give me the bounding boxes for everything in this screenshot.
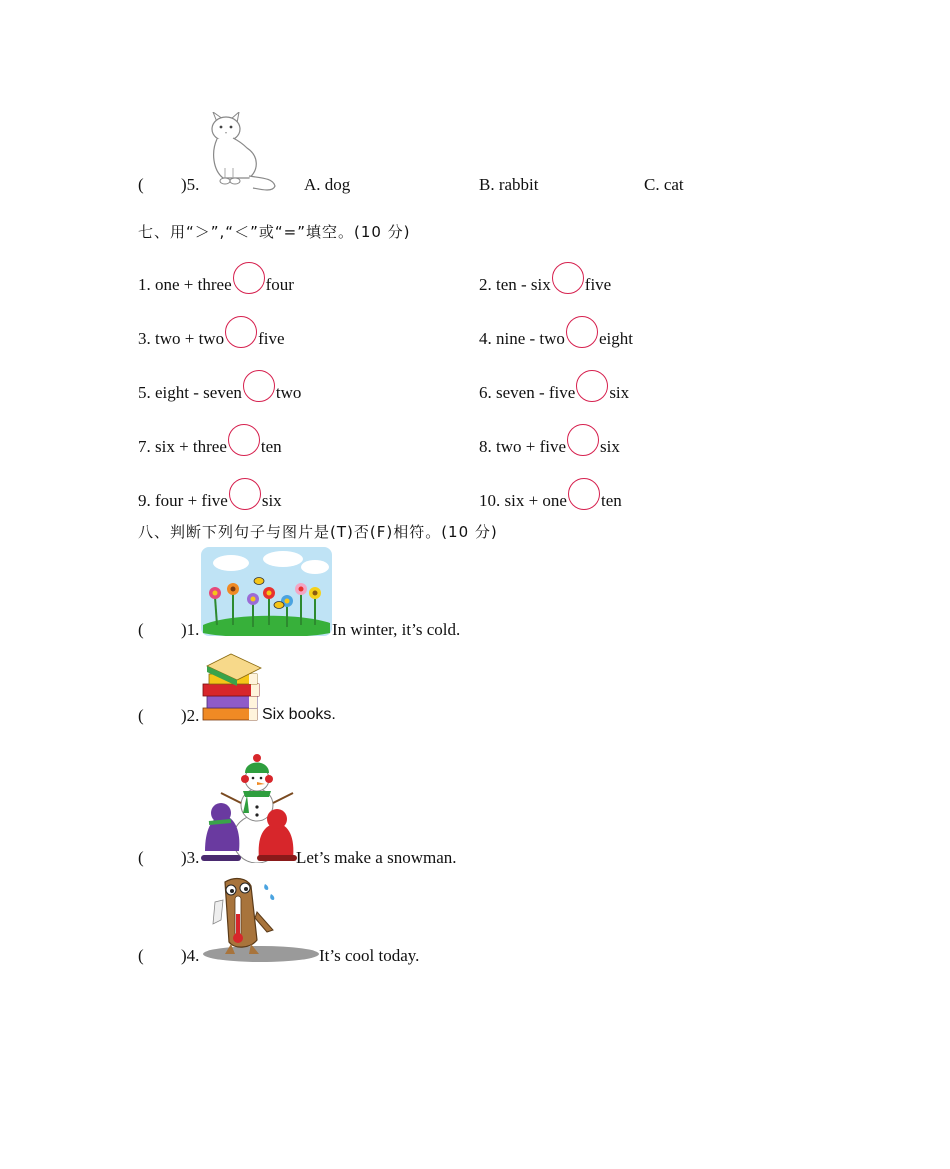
question-number: )2. [181, 706, 200, 725]
section-8-title: 八、判断下列句子与图片是(T)否(F)相符。(10 分) [138, 523, 498, 541]
expression-left: 10. six + one [479, 491, 567, 510]
white-cat-picture [203, 112, 279, 194]
flowers-garden-picture [201, 547, 332, 636]
expression-left: 3. two + two [138, 329, 225, 348]
expression-right: five [258, 329, 285, 348]
option-a: A. dog [304, 175, 351, 194]
answer-circle[interactable] [552, 262, 584, 294]
sentence: Let’s make a snowman. [296, 848, 457, 867]
expression-left: 1. one + three [138, 275, 232, 294]
comparison-item [479, 316, 633, 349]
expression-right: six [261, 491, 282, 510]
expression-left: 8. two + five [479, 437, 567, 456]
expression-left: 6. seven - five [479, 383, 576, 402]
expression-left: 7. six + three [138, 437, 227, 456]
stack-of-books-picture [201, 650, 263, 722]
answer-circle[interactable] [567, 424, 599, 456]
kids-building-snowman-picture [201, 751, 297, 863]
option-b: B. rabbit [479, 175, 539, 194]
answer-circle[interactable] [225, 316, 257, 348]
expression-right: eight [598, 329, 633, 348]
expression-right: four [265, 275, 294, 294]
expression-right: two [275, 383, 302, 402]
expression-right: six [609, 383, 630, 402]
answer-circle[interactable] [233, 262, 265, 294]
answer-paren-open: ( [138, 175, 144, 194]
question-number: )1. [181, 620, 200, 639]
expression-left: 2. ten - six [479, 275, 551, 294]
comparison-item [479, 478, 622, 511]
comparison-item [479, 262, 611, 295]
sentence: In winter, it’s cold. [332, 620, 461, 639]
expression-right: six [600, 437, 620, 456]
question-number: )3. [181, 848, 200, 867]
sweating-thermometer-picture [201, 874, 319, 964]
option-c: C. cat [644, 175, 684, 194]
expression-left: 4. nine - two [479, 329, 565, 348]
sentence: It’s cool today. [319, 946, 420, 965]
sentence: Six books. [262, 706, 336, 723]
comparison-item [479, 424, 620, 457]
expression-left: 5. eight - seven [138, 383, 242, 402]
answer-circle[interactable] [576, 370, 608, 402]
question-number: )4. [181, 946, 200, 965]
expression-right: five [584, 275, 612, 294]
answer-paren-open: ( [138, 946, 144, 965]
comparison-item [138, 262, 294, 295]
comparison-item [138, 370, 301, 403]
comparison-item [138, 424, 282, 457]
answer-paren-open: ( [138, 620, 144, 639]
comparison-item [138, 316, 285, 349]
expression-left: 9. four + five [138, 491, 228, 510]
answer-paren-open: ( [138, 848, 144, 867]
section-7-title: 七、用“＞”,“＜”或“=”填空。(10 分) [138, 223, 411, 241]
answer-circle[interactable] [229, 478, 261, 510]
question-number: )5. [181, 175, 200, 194]
expression-right: ten [600, 491, 622, 510]
expression-right: ten [260, 437, 282, 456]
answer-circle[interactable] [568, 478, 600, 510]
answer-circle[interactable] [566, 316, 598, 348]
answer-circle[interactable] [243, 370, 275, 402]
comparison-item [479, 370, 629, 403]
comparison-item [138, 478, 282, 511]
answer-paren-open: ( [138, 706, 144, 725]
answer-circle[interactable] [228, 424, 260, 456]
